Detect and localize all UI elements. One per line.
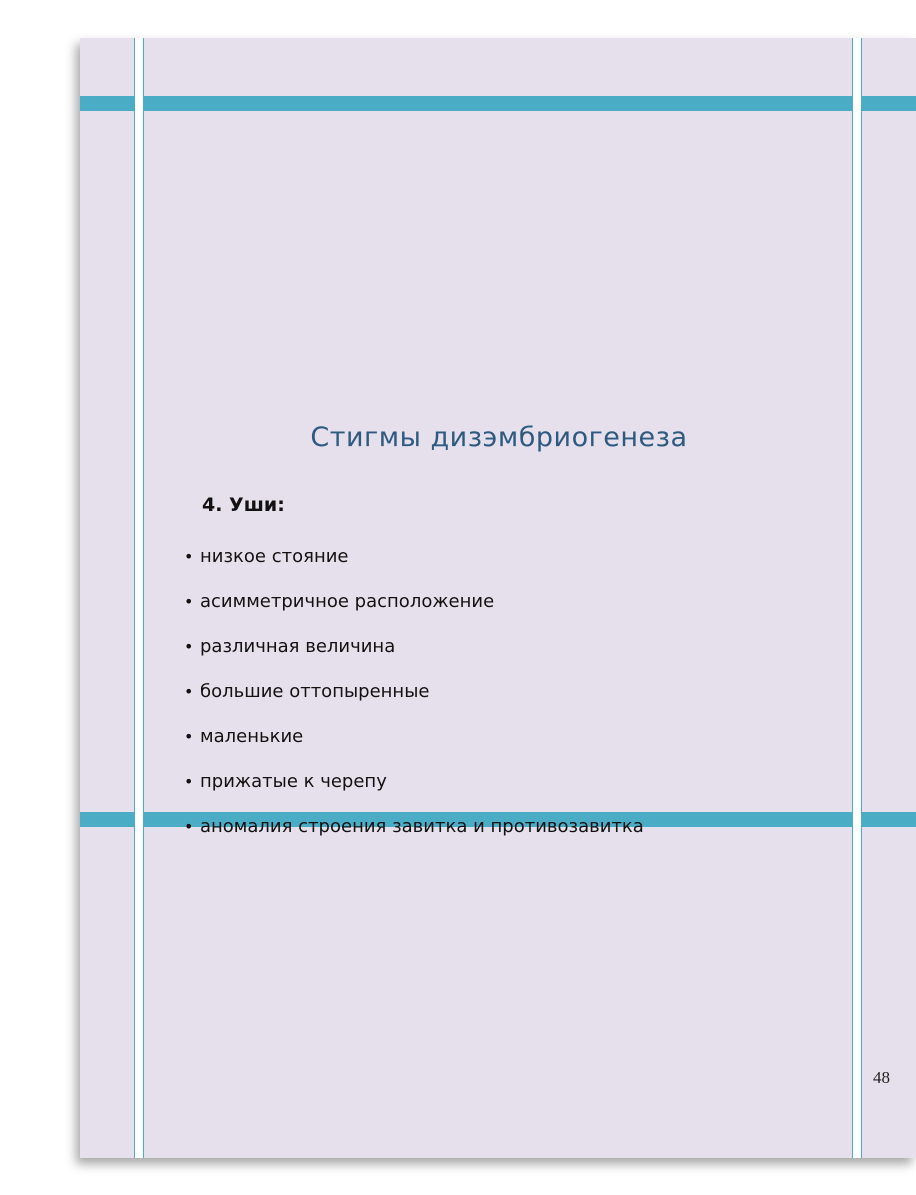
list-item <box>184 543 644 588</box>
list-item <box>184 588 644 633</box>
page-number: 48 <box>873 1068 890 1087</box>
top-accent-bar <box>80 96 916 111</box>
slide-title: Стигмы дизэмбриогенеза <box>310 422 688 453</box>
list-item-text: низкое стояние <box>200 546 349 567</box>
bullet-icon: • <box>184 772 194 791</box>
list-item-text: маленькие <box>200 726 304 747</box>
bullet-icon: • <box>184 592 194 611</box>
bullet-list <box>184 543 644 858</box>
section-heading: 4. Уши: <box>202 494 285 516</box>
list-item <box>184 633 644 678</box>
bullet-icon: • <box>184 637 194 656</box>
left-vertical-rule <box>134 38 144 1158</box>
list-item <box>184 768 644 813</box>
bullet-icon: • <box>184 727 194 746</box>
list-item <box>184 813 644 858</box>
document-page <box>80 38 916 1158</box>
list-item-text: аномалия строения завитка и противозавитка <box>200 816 644 837</box>
right-vertical-rule <box>852 38 862 1158</box>
list-item-text: большие оттопыренные <box>200 681 430 702</box>
bullet-icon: • <box>184 547 194 566</box>
bullet-icon: • <box>184 682 194 701</box>
list-item-text: асимметричное расположение <box>200 591 495 612</box>
list-item-text: различная величина <box>200 636 396 657</box>
list-item <box>184 723 644 768</box>
list-item-text: прижатые к черепу <box>200 771 387 792</box>
list-item <box>184 678 644 723</box>
bullet-icon: • <box>184 817 194 836</box>
